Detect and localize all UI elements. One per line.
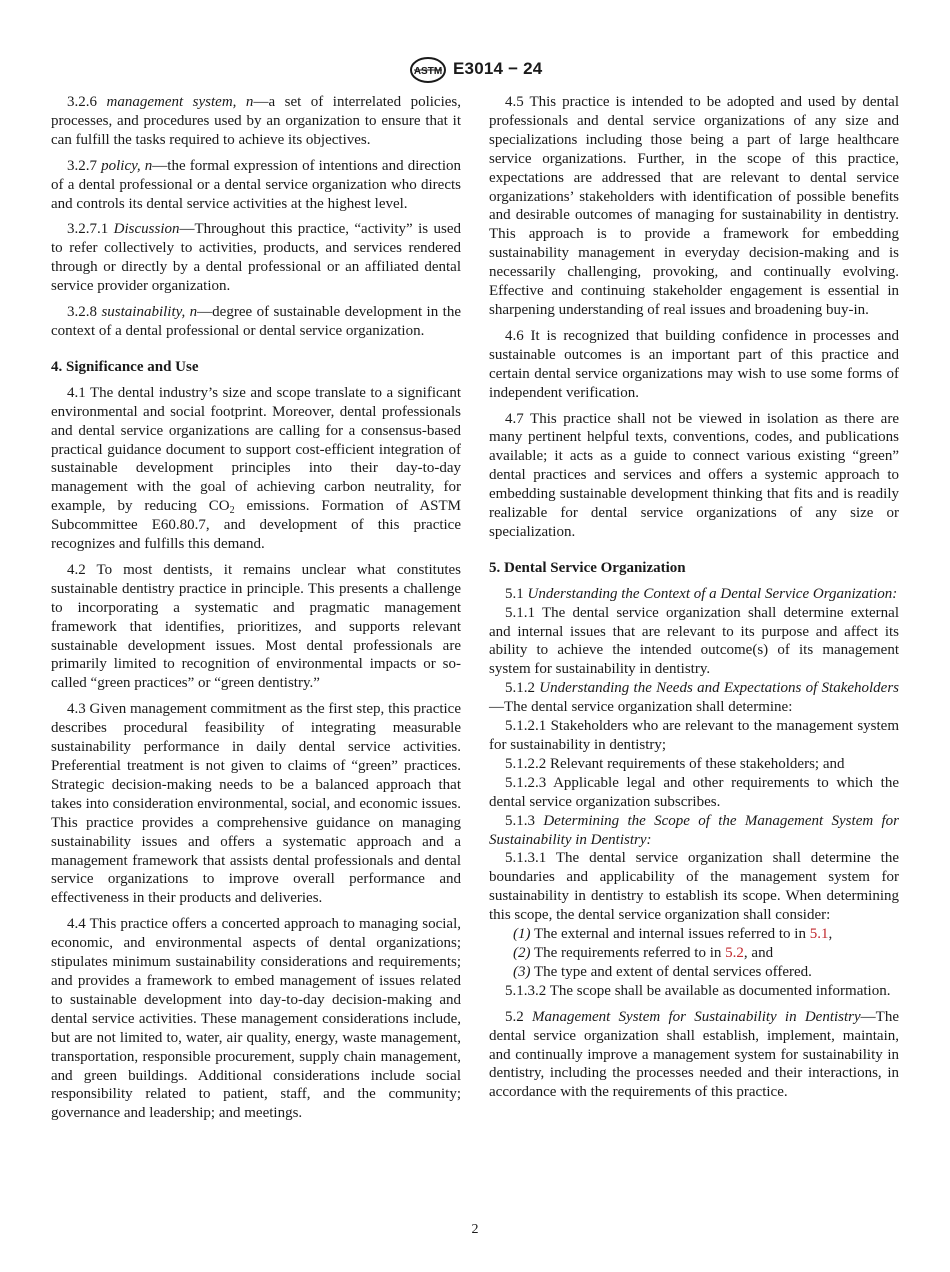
para-5-1-2-3: 5.1.2.3 Applicable legal and other requirements to which the dental service organization subscribes. (489, 774, 899, 810)
page-number: 2 (471, 1222, 479, 1237)
para-4-3: 4.3 Given management commitment as the first step, this practice describes procedural feasibility of integrating measurable sustainability performance in daily dental service activities. Preferential treatment is not given to claims of “green” practices. Strategic decision-making needs to be a balanced approach that takes into consideration environmental, social, and economic issues. This practice provides a comprehensive guidance on managing sustainability issues and offers a systematic approach and a management framework that assists dental professionals and dental service organizations to improve overall performance and effectiveness in their products and deliveries. (51, 701, 461, 907)
para-5-1-2-1: 5.1.2.1 Stakeholders who are relevant to the management system for sustainability in dentistry; (489, 718, 899, 753)
para-4-6: 4.6 It is recognized that building confidence in processes and sustainable outcomes is an important part of this practice and certain dental service organizations may wish to use some forms of independent verification. (489, 327, 899, 401)
para-5-1-1: 5.1.1 The dental service organization shall determine external and internal issues that are relevant to its purpose and affect its ability to achieve the intended outcome(s) of its management system for sustainability in dentistry. (489, 604, 899, 678)
para-4-2: 4.2 To most dentists, it remains unclear what constitutes sustainable dentistry practice in principle. This presents a challenge to incorporating a systematic and pragmatic management framework that identifies, prioritizes, and supports relevant sustainable development issues. Most dental professionals are primarily limited to recognition of environmental impacts or so-called “green practices” or “green dentistry.” (51, 561, 461, 692)
logo-text: ASTM (413, 66, 443, 77)
list-item: (1) The external and internal issues referred to in 5.1, (513, 926, 833, 943)
document-id: E3014 − 24 (453, 59, 543, 78)
para-5-1-2-2: 5.1.2.2 Relevant requirements of these stakeholders; and (505, 755, 845, 772)
para-5-1-3-1: 5.1.3.1 The dental service organization shall determine the boundaries and applicability of the management system for sustainability in dentistry to establish its scope. When determining this scope, the dental service organization shall consider: (489, 850, 899, 924)
para-4-4: 4.4 This practice offers a concerted approach to managing social, economic, and environmental aspects of dental organizations; stipulates minimum sustainability considerations and requirements; and provides a framework to embed management of issues related to sustainable development into day-to-day decision-making and dental service activities. These management considerations include, but are not limited to, water, air quality, energy, waste management, transportation, responsible procurement, supply chain management, and green buildings. Additional considerations include social responsibility related to patient, staff, and the community; governance and leadership; and meetings. (51, 916, 461, 1122)
link-5-1[interactable]: 5.1 (809, 926, 829, 943)
astm-logo-icon (409, 57, 447, 83)
link-5-2[interactable]: 5.2 (725, 944, 744, 961)
para-3-2-8: 3.2.8 sustainability, n—degree of sustainable development in the context of a dental professional or dental service organization. (51, 304, 461, 339)
para-4-1: 4.1 The dental industry’s size and scope translate to a significant environmental and social footprint. Moreover, dental professionals and dental service organizations are calling for a consensus-based practical guidance document to support cost-efficient integration of sustainable development principles into their day-to-day management with the goal of achieving carbon neutrality, for example, by reducing $CO_2$ emissions. Formation of ASTM Subcommittee E60.80.7, and development of this practice recognizes and fulfills this demand. (51, 384, 462, 553)
para-5-1-2: 5.1.2 Understanding the Needs and Expectations of Stakeholders—The dental service organization shall determine: (489, 680, 900, 716)
para-5-2: 5.2 Management System for Sustainability in Dentistry—The dental service organization shall establish, implement, maintain, and continually improve a management system for sustainability in dentistry, including the processes needed and their interactions, in accordance with the requirements of this practice. (489, 1008, 899, 1101)
para-5-1-3: 5.1.3 Determining the Scope of the Management System for Sustainability in Dentistry: (489, 812, 900, 848)
right-column (489, 93, 899, 1109)
left-column (51, 93, 461, 1130)
para-3-2-6: 3.2.6 management system, n—a set of interrelated policies, processes, and procedures used by an organization to ensure that it can fulfill the tasks required to achieve its objectives. (51, 94, 462, 148)
para-4-5: 4.5 This practice is intended to be adopted and used by dental professionals and dental service organizations of any size and specializations including those being a part of large healthcare service organizations. Further, in the scope of this practice, expectations are addressed that are relevant to dental service organizations’ stakeholders with identification of possible benefits and desirable outcomes of managing for sustainability in dentistry. This approach is to provide a framework for embedding sustainability management in everyday decision-making and is necessarily challenging, provoking, and continually evolving. Effective and continuing stakeholder engagement is essential in sharpening understanding of real issues and broadening buy-in. (489, 94, 899, 318)
section-4-heading: 4. Significance and Use (51, 358, 199, 375)
list-item: (2) The requirements referred to in 5.2, and (513, 944, 774, 961)
page-header (0, 56, 950, 84)
para-3-2-7-1: 3.2.7.1 Discussion—Throughout this practice, “activity” is used to refer collectively to activities, products, and services rendered through or directly by a dental professional or an affiliated dental service provider organization. (51, 221, 462, 295)
section-5-heading: 5. Dental Service Organization (489, 559, 686, 576)
para-4-7: 4.7 This practice shall not be viewed in isolation as there are many pertinent helpful texts, conventions, codes, and publications available; it acts as a guide to connect various existing “green” dental practices and services and offers a systemic approach to embedding sustainable development thinking that fits and is readily realizable for dental service organizations of any size or specialization. (489, 410, 899, 540)
para-3-2-7: 3.2.7 policy, n—the formal expression of intentions and direction of a dental professional or a dental service organization who directs and controls its dental service activities at the highest level. (51, 157, 462, 212)
para-5-1: 5.1 Understanding the Context of a Dental Service Organization: (505, 585, 898, 602)
para-5-1-3-2: 5.1.3.2 The scope shall be available as documented information. (505, 982, 891, 999)
list-item: (3) The type and extent of dental services offered. (513, 963, 812, 980)
